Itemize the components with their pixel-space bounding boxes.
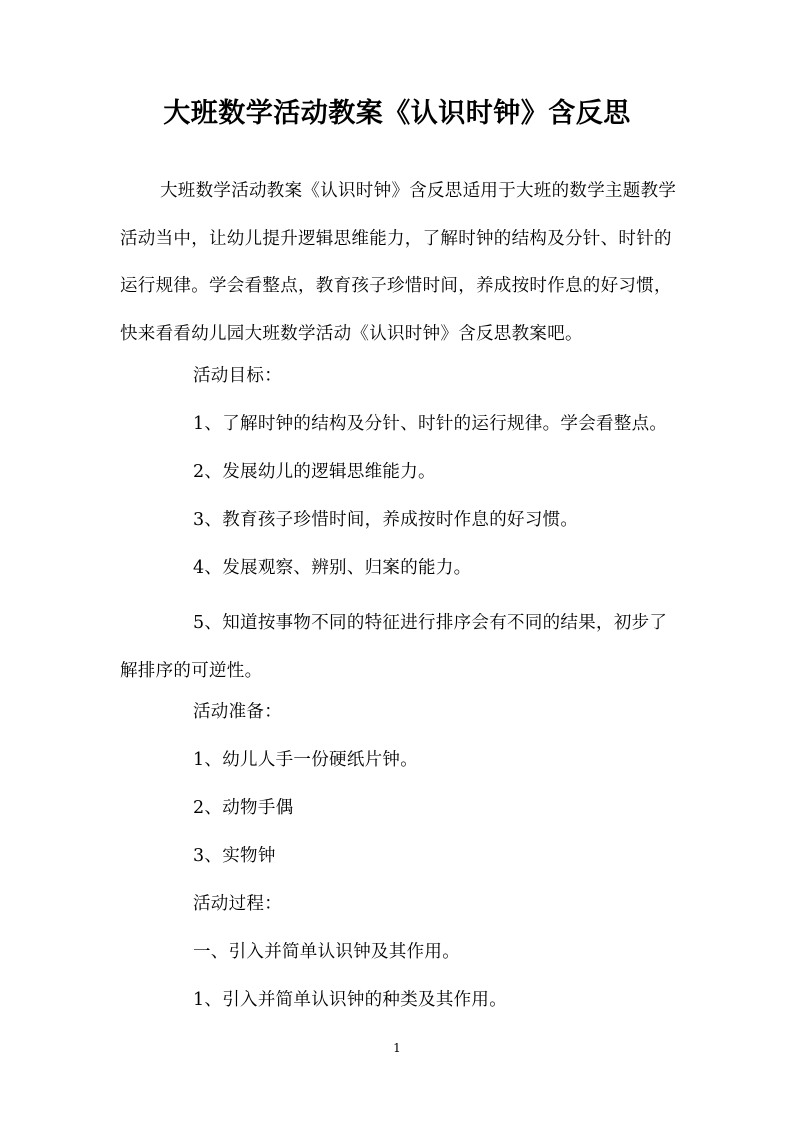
intro-paragraph: 大班数学活动教案《认识时钟》含反思适用于大班的数学主题教学活动当中，让幼儿提升逻辑思维能力，了解时钟的结构及分针、时针的运行规律。学会看整点，教育孩子珍惜时间，养成按时作息的好习惯，快来看看幼儿园大班数学活动《认识时钟》含反思教案吧。: [120, 181, 677, 344]
goal-item-4: 4、发展观察、辨别、归案的能力。: [193, 558, 472, 578]
process-section-1: 一、引入并简单认识钟及其作用。: [193, 942, 460, 962]
prep-item-2: 2、动物手偶: [193, 798, 294, 818]
prep-item-1: 1、幼儿人手一份硬纸片钟。: [193, 750, 419, 770]
process-heading: 活动过程：: [193, 894, 282, 914]
process-item-1: 1、引入并简单认识钟的种类及其作用。: [193, 990, 508, 1010]
goal-item-3: 3、教育孩子珍惜时间，养成按时作息的好习惯。: [193, 510, 579, 530]
goals-heading: 活动目标：: [193, 366, 282, 386]
goal-item-1: 1、了解时钟的结构及分针、时针的运行规律。学会看整点。: [193, 414, 668, 434]
document-title: 大班数学活动教案《认识时钟》含反思: [163, 98, 631, 129]
prep-heading: 活动准备：: [193, 702, 282, 722]
goal-item-2: 2、发展幼儿的逻辑思维能力。: [193, 462, 436, 482]
goal-item-5: 5、知道按事物不同的特征进行排序会有不同的结果，初步了解排序的可逆性。: [120, 613, 668, 681]
prep-item-3: 3、实物钟: [193, 846, 276, 866]
page-number: 1: [393, 1041, 401, 1055]
